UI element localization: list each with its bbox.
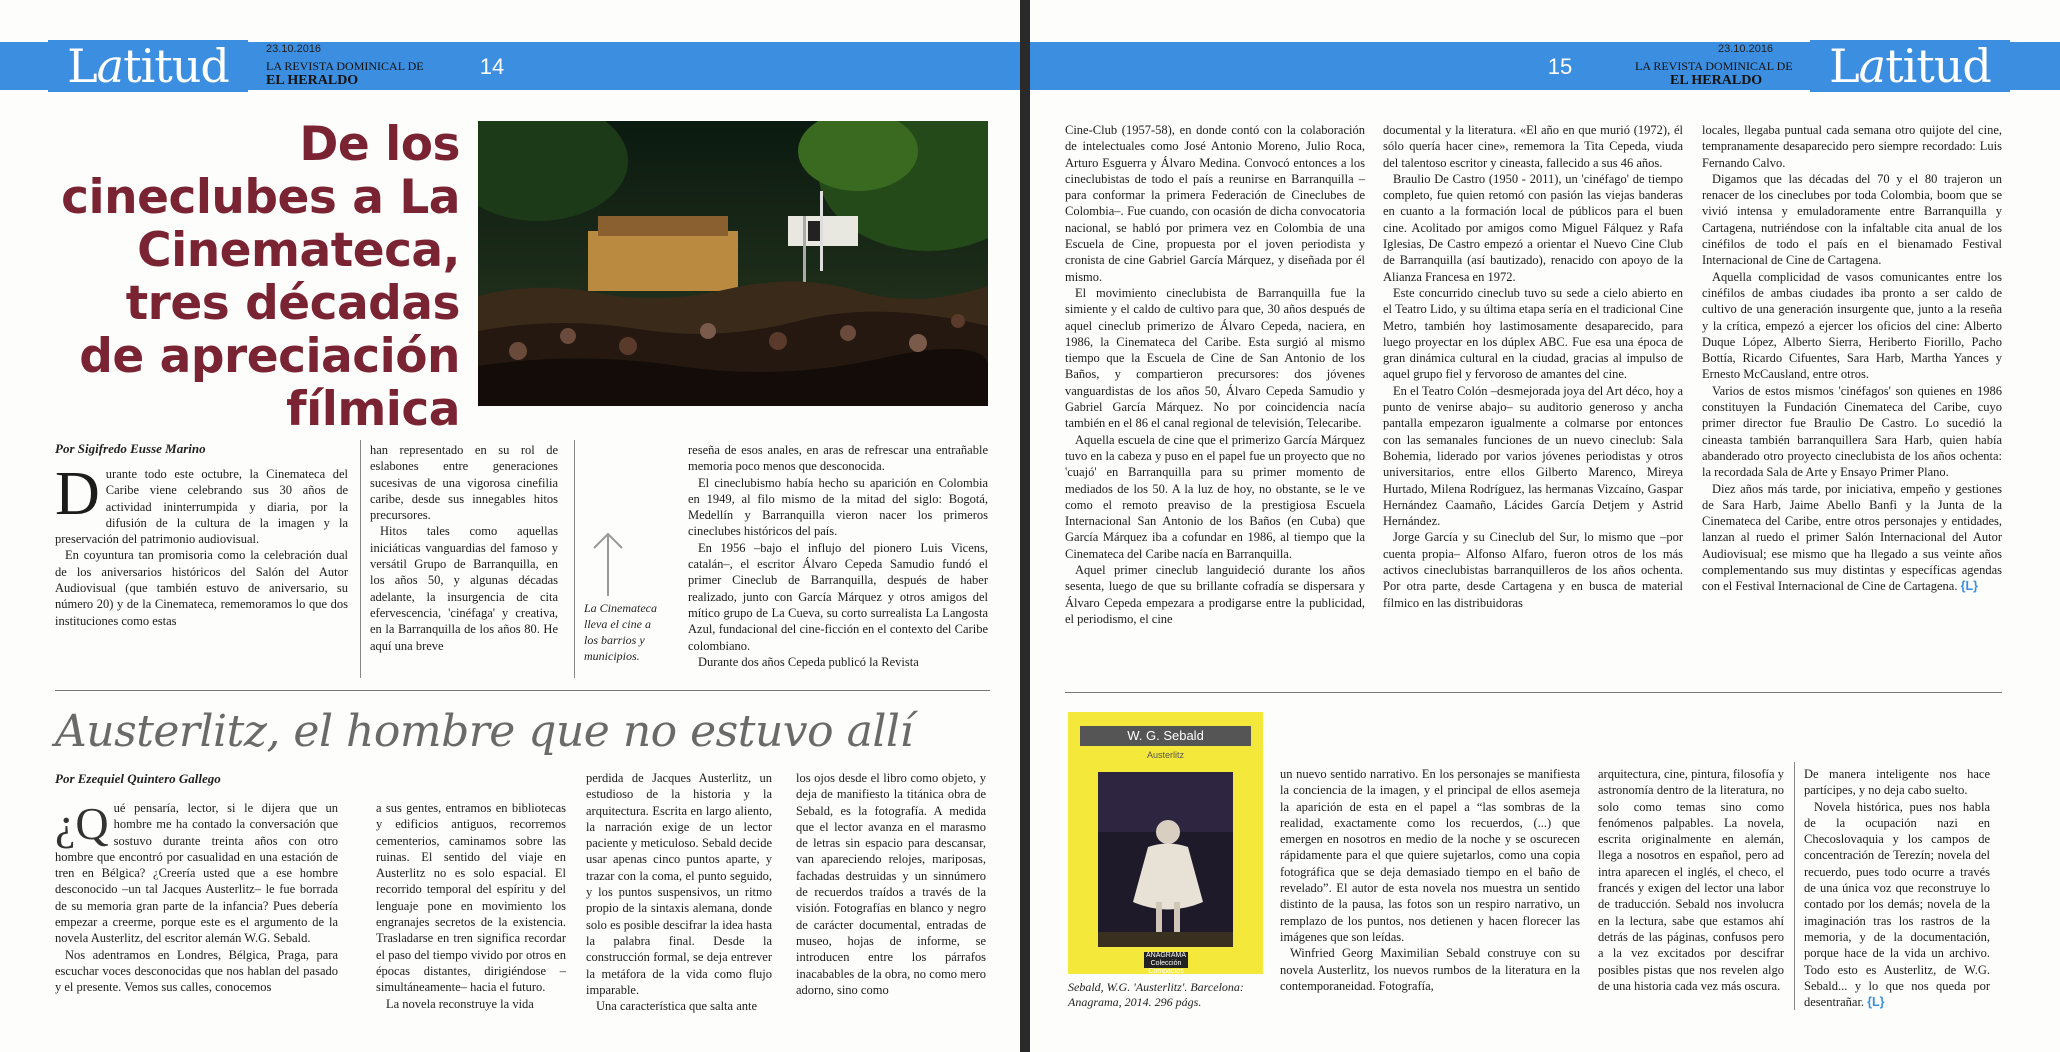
- paragraph: De manera inteligente nos hace partícipes, y no deja cabo suelto.: [1804, 767, 1990, 798]
- article-column-2: [370, 442, 558, 654]
- paragraph: los ojos desde el libro como objeto, y deja de manifiesto la titánica obra de Sebald, es la fotografía. A medida que el lector avanza en el marasmo de letras sin espacio para descansar, van apareciendo relojes, mariposas, fachadas destruidas y un sinnúmero de recuerdos traídos a través de la visión. Fotografías en blanco y negro de carácter documental, entradas de museo, hojas de informe, se introducen entre los párrafos inacabables de la obra, no como mero adorno, sino como: [796, 771, 986, 997]
- paragraph: El cineclubismo había hecho su aparición en Colombia en 1949, al filo mismo de la mitad del siglo: Bogotá, Medellín y Barranquilla vieron nacer los primeros cineclubes históricos del país.: [688, 475, 988, 539]
- book-cover-author: W. G. Sebald: [1080, 726, 1251, 746]
- second-article-byline: Por Ezequiel Quintero Gallego: [55, 771, 221, 786]
- issue-date: 23.10.2016: [1718, 43, 1774, 55]
- left-page: [0, 0, 1020, 1052]
- paragraph: Braulio De Castro (1950 - 2011), un 'cinéfago' de tiempo completo, fue quien retomó con pasión las viejas banderas en cuanto a la formación local de públicos para el buen cine. Acolitado por amigos como Miguel Fálquez y Rafa Iglesias, De Castro empezó a orientar el Nuevo Cine Club de Barranquilla (así bautizado), renacido con apoyo de la Alianza Francesa en 1972.: [1383, 171, 1683, 284]
- paragraph: perdida de Jacques Austerlitz, un estudioso de la historia y la arquitectura. Escrita en largo aliento, la narración exige de un lector paciente y meticuloso. Sebald decide usar apenas cinco puntos aparte, y trazar con la coma, el punto seguido, y los puntos suspensivos, un ritmo propio de la sintaxis alemana, donde solo es posible descifrar la idea hasta la palabra final. Desde la construcción formal, se deja entrever la metáfora de la vida como flujo imparable.: [586, 771, 772, 997]
- publication-name: LA REVISTA DOMINICAL DE: [1635, 59, 1793, 73]
- cinema-crowd-photo: [478, 121, 988, 406]
- article-headline: De los cineclubes a La Cinemateca, tres décadas de apreciación fílmica: [61, 117, 460, 437]
- paragraph: Nos adentramos en Londres, Bélgica, Praga, para escuchar voces desconocidas que nos hablan del pasado y el presente. Vemos sus calles, conocemos: [55, 947, 338, 995]
- column-rule: [574, 440, 575, 678]
- paragraph: Winfried Georg Maximilian Sebald construye con su novela Austerlitz, los nuevos rumbos de la literatura en la contemporaneidad. Fotografía,: [1280, 946, 1580, 993]
- book-caption: Sebald, W.G. 'Austerlitz'. Barcelona: Anagrama, 2014. 296 págs.: [1068, 980, 1244, 1009]
- section-divider: [1065, 692, 2002, 693]
- article-byline: Por Sigifredo Eusse Marino: [55, 441, 206, 456]
- paragraph: han representado en su rol de eslabones entre generaciones sucesivas de una vigorosa cinefilia caribe, desde sus innegables hitos precursores.: [370, 443, 558, 523]
- latitud-logo: Latitud: [1810, 40, 2010, 92]
- book-cover-photo: [1098, 772, 1233, 947]
- paragraph: Aquella escuela de cine que el primerizo García Márquez tuvo en la cabeza y puso en el papel fue un proyecto que no 'cuajó' en Barranquilla para su primer momento de mediados de los 50. A la luz de hoy, no obstante, se le ve como el remoto preaviso de la prestigiosa Escuela Internacional San Antonio de los Baños (en Cuba) que García Márquez iba a cofundar en 1986, al tiempo que la Cinemateca del Caribe nacía en Barranquilla.: [1065, 432, 1365, 561]
- end-mark: {L}: [1960, 579, 1978, 594]
- article-column-6: [1702, 122, 2002, 595]
- page-number: 14: [479, 54, 505, 79]
- paragraph: Este concurrido cineclub tuvo su sede a cielo abierto en el Teatro Lido, y su última etapa sería en el tradicional Cine Metro, también hoy lastimosamente desaparecido, para luego proyectar en los dúplex ABC. Fue esa una época de gran dinámica cultural en la ciudad, gracias al impulso de aquel grupo fiel y fervoroso de amantes del cine.: [1383, 285, 1683, 382]
- paragraph: Hitos tales como aquellas iniciáticas vanguardias del famoso y versátil Grupo de Barranquilla, en los años 50, y algunas décadas adelante, la insurgencia de cita efervescencia, 'cinéfaga' y creativa, en la Barranquilla de los años 80. He aquí una breve: [370, 524, 558, 653]
- article-column-4: [1065, 122, 1365, 627]
- paragraph: reseña de esos anales, en aras de refrescar una entrañable memoria poco menos que desconocida.: [688, 443, 988, 474]
- paragraph: Una característica que salta ante: [596, 999, 758, 1014]
- article-column-3: [688, 442, 988, 670]
- article-column-5: [1383, 122, 1683, 611]
- page-gutter: [1020, 0, 1030, 1052]
- second-article-column-1: [55, 800, 338, 996]
- paragraph: un nuevo sentido narrativo. En los personajes se manifiesta la conciencia de la imagen, y el principal de ellos asemeja la aparición de esta en el papel a “las sombras de la realidad, exactamente como los recuerdos, (...) que emergen en nosotros en medio de la noche y se oscurecen rápidamente para el que quiere sujetarlos, como una copia fotográfica que se deja demasiado tiempo en el baño de revelado”. El autor de esta novela nos muestra un sentido distinto de la pausa, las fotos son un respiro narrativo, un remplazo de los puntos, nos detienen y hacen florecer las imágenes que son leídas.: [1280, 767, 1580, 944]
- second-article-column-6: [1598, 766, 1784, 994]
- issue-date: 23.10.2016: [266, 43, 322, 55]
- paragraph: Digamos que las décadas del 70 y el 80 trajeron un renacer de los cineclubes por toda Colombia, boom que se vivió intensa y emuladoramente entre Barranquilla y Cartagena, nutriéndose con la infaltable cita anual de los cinéfilos de todo el país en el bienamado Festival Internacional de Cine de Cartagena.: [1702, 171, 2002, 268]
- paragraph: ué pensaría, lector, si le dijera que un hombre me ha contado la conversación que sostuvo durante treinta años con otro hombre que encontró por casualidad en una estación de tren en Bélgica? ¿Creería usted que a ese hombre desconocido –un tal Jacques Austerlitz– le fue borrada de su memoria gran parte de la infancia? Pues debería empezar a creerme, porque este es el argumento de la novela Austerlitz, del escritor alemán W.G. Sebald.: [55, 801, 338, 946]
- column-rule: [360, 440, 361, 678]
- end-mark: {L}: [1867, 995, 1885, 1010]
- second-article-column-3: [586, 770, 772, 1014]
- paragraph: locales, llegaba puntual cada semana otro quijote del cine, tempranamente desaparecido pero siempre recordado: Luis Fernando Calvo.: [1702, 123, 2002, 170]
- paragraph: Aquella complicidad de vasos comunicantes entre los cinéfilos de ambas ciudades iba pronto a ser caldo de cultivo de una generación insurgente que, junto a la reseña y la crítica, empezó a ejercer los oficios del cine: Alberto Duque López, Alberto Sierra, Heriberto Fiorillo, Pacho Bottía, Ricardo Cifuentes, Sara Harb, Martha Yances y Ernesto McCausland, entre otros.: [1702, 269, 2002, 382]
- photo-caption: La Cinemateca lleva el cine a los barrios y municipios.: [584, 601, 657, 663]
- paragraph: Durante dos años Cepeda publicó la Revista: [698, 654, 919, 669]
- publication-name: LA REVISTA DOMINICAL DE: [266, 59, 424, 73]
- book-cover-title: Austerlitz: [1146, 750, 1184, 760]
- latitud-logo: Latitud: [48, 40, 248, 92]
- paragraph: a sus gentes, entramos en bibliotecas y edificios antiguos, recorremos cementerios, caminamos sobre las ruinas. El sentido del viaje en Austerlitz no es solo espacial. El recorrido temporal del espíritu y del lenguaje pone en movimiento los engranajes secretos de la existencia. Trasladarse en tren significa recordar el paso del tiempo vivido por otros en épocas distantes, dirigiéndose –simultáneamente– hacia el futuro.: [376, 801, 566, 995]
- paragraph: En coyuntura tan promisoria como la celebración dual de los aniversarios históricos del Salón del Autor Audiovisual (que también estuvo de aniversario, su número 20) y de la Cinemateca, rememoramos lo que dos instituciones como estas: [55, 548, 348, 628]
- paragraph: Novela histórica, pues nos habla de la ocupación nazi en Checoslovaquia y los campos de concentración de Terezín; novela del recuerdo, pues todo ocurre a través de una única voz que reconstruye lo contado por los demás; novela de la imaginación tras los rastros de la memoria, y de la documentación, porque hace de la vida un archivo. Todo esto es Austerlitz, de W.G. Sebald... y lo que nos queda por desentrañar.: [1804, 799, 1990, 1010]
- book-cover: [1068, 712, 1263, 974]
- paragraph: En 1956 –bajo el influjo del pionero Luis Vicens, catalán–, el escritor Álvaro Cepeda Samudio fundó el primer Cineclub de Barranquilla, después de haber realizado, junto con García Márquez y otros amigos del mítico grupo de La Cueva, su corto surrealista La Langosta Azul, fundacional del cine-ficción en el contexto del Caribe colombiano.: [688, 540, 988, 653]
- arrow-up-icon: [588, 530, 628, 598]
- paragraph: En el Teatro Colón –desmejorada joya del Art déco, hoy a punto de venirse abajo– su auditorio generoso y ancha pantalla empezaron igualmente a colmarse por entonces con las semanales funciones de un nuevo cineclub: Sala Bohemia, liderado por varios jóvenes periodistas y otros universitarios, entre ellos Gilberto Marenco, Mireya Hurtado, Milena Rodríguez, las hermanas Vizcaíno, Gaspar Hernández Caamaño, Lácides García Detjem y Astrid Hernández.: [1383, 383, 1683, 529]
- paragraph: Jorge García y su Cineclub del Sur, lo mismo que –por cuenta propia– Alfonso Alfaro, fueron otros de los más activos cineclubistas barranquilleros de los años ochenta. Por otra parte, desde Cartagena y en busca de material fílmico en las distribuidoras: [1383, 530, 1683, 610]
- second-article-column-2: [376, 800, 566, 1012]
- paragraph: arquitectura, cine, pintura, filosofía y astronomía dentro de la literatura, no solo como temas sino como fenómenos palpables. La novela, escrita originalmente en alemán, llega a nosotros en español, pero ad intra aparecen el inglés, el checo, el francés y exigen del lector una labor de traducción. Sebald nos involucra en la lectura, sabe que estamos ahí detrás de las páginas, confusos pero a la vez excitados por descifrar posibles pistas que nos revelen algo de una historia cada vez más oscura.: [1598, 767, 1784, 993]
- section-divider: [55, 690, 990, 691]
- newspaper-name: EL HERALDO: [1670, 73, 1763, 88]
- paragraph: Aquel primer cineclub languideció durante los años sesenta, luego de que su brillante cofradía se dispersara y Álvaro Cepeda empezara a prodigarse entre la publicidad, el periodismo, el cine: [1065, 563, 1365, 626]
- book-cover-publisher: ANAGRAMA Colección Compactos: [1145, 952, 1187, 975]
- paragraph: urante todo este octubre, la Cinemateca del Caribe viene celebrando sus 30 años de actividad ininterrumpida y diaria, por la difusión de la cultura de la imagen y la preservación del patrimonio audiovisual.: [55, 467, 348, 547]
- column-rule: [1794, 762, 1795, 1010]
- second-article-column-7: [1804, 766, 1990, 1010]
- drop-cap: ¿Q: [55, 798, 109, 849]
- second-article-headline: Austerlitz, el hombre que no estuvo allí: [55, 706, 914, 757]
- newspaper-name: EL HERALDO: [266, 73, 359, 88]
- paragraph: Varios de estos mismos 'cinéfagos' son quienes en 1986 constituyen la Fundación Cinemateca del Caribe, cuyo primer director fue Braulio De Castro. Lo sucedió la cineasta también barranquillera Sara Harb, quien había abanderado otro proyecto cineclubista de los años ochenta: la recordada Sala de Arte y Ensayo Primer Plano.: [1702, 383, 2002, 480]
- paragraph: Diez años más tarde, por iniciativa, empeño y gestiones de Sara Harb, Jaime Abello Banfi y la Junta de la Cinemateca del Caribe, entre otros personajes y entidades, lanzan al ruedo el primer Salón Internacional del Autor Audiovisual; ese mismo que ha llegado a sus veinte años complementando sus muy distintas y específicas agendas con el Festival Internacional de Cine de Cartagena.: [1702, 481, 2002, 594]
- second-article-column-4: [796, 770, 986, 998]
- second-article-column-5: [1280, 766, 1580, 994]
- paragraph: La novela reconstruye la vida: [386, 996, 534, 1011]
- page-number: 15: [1547, 54, 1573, 79]
- paragraph: documental y la literatura. «El año en que murió (1972), él sólo quería hacer cine», rememora la Tita Cepeda, viuda del talentoso escritor y cineasta, fallecido a sus 46 años.: [1383, 123, 1683, 170]
- article-column-1: [55, 460, 348, 629]
- paragraph: El movimiento cineclubista de Barranquilla fue la simiente y el caldo de cultivo para que, 30 años después de aquel cineclub primerizo de Álvaro Cepeda, naciera, en 1986, la Cinemateca del Caribe. Esta surgió al mismo tiempo que la Escuela de Cine de San Antonio de los Baños, y compartieron precursores: dos jóvenes vanguardistas de los años 50, Álvaro Cepeda Samudio y Gabriel García Márquez. No por coincidencia nacía también en el 86 el canal regional de televisión, Telecaribe.: [1065, 285, 1365, 431]
- drop-cap: D: [55, 460, 100, 528]
- paragraph: Cine-Club (1957-58), en donde contó con la colaboración de intelectuales como José Antonio Moreno, Julio Roca, Arturo Esguerra y Álvaro Medina. Convocó entonces a los cineclubistas de todo el país a reunirse en Barranquilla –para conformar la primera Federación de Cineclubes de Colombia–. Fue cuando, con ocasión de dicha convocatoria nacional, se habló por primera vez en Colombia de una Escuela de Cine, propuesta por el joven periodista y cronista de cine Gabriel García Márquez, y diseñada por él mismo.: [1065, 123, 1365, 284]
